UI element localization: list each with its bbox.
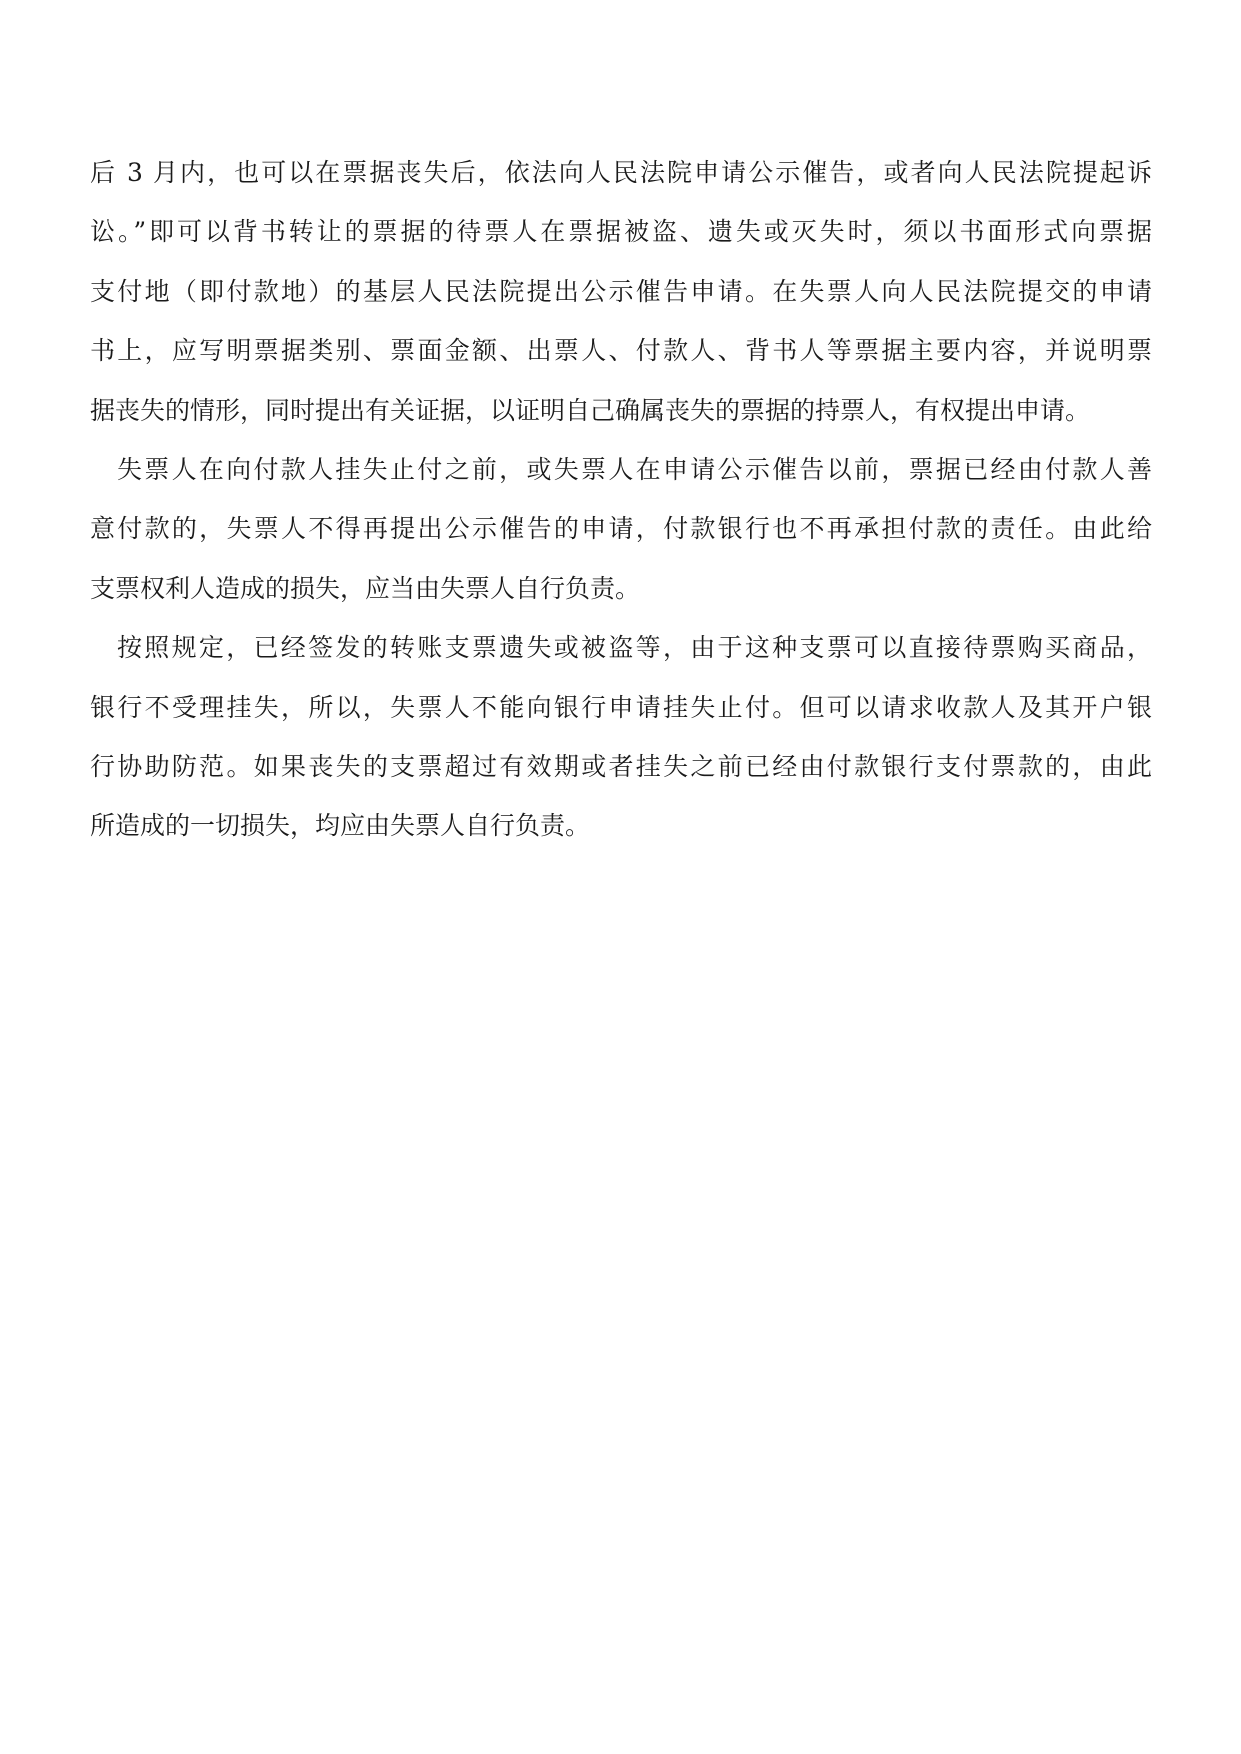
paragraph-line: 书上，应写明票据类别、票面金额、出票人、付款人、背书人等票据主要内容，并说明票 xyxy=(90,336,1152,366)
paragraph-line: 所造成的一切损失，均应由失票人自行负责。 xyxy=(90,811,591,841)
paragraph-line: 支付地（即付款地）的基层人民法院提出公示催告申请。在失票人向人民法院提交的申请 xyxy=(90,276,1152,306)
paragraph-2 xyxy=(90,455,1152,633)
paragraph-line: 行协助防范。如果丧失的支票超过有效期或者挂失之前已经由付款银行支付票款的，由此 xyxy=(90,751,1152,781)
paragraph-line: 银行不受理挂失，所以，失票人不能向银行申请挂失止付。但可以请求收款人及其开户银 xyxy=(90,692,1152,722)
paragraph-line: 支票权利人造成的损失，应当由失票人自行负责。 xyxy=(90,573,641,603)
paragraph-line: 按照规定，已经签发的转账支票遗失或被盗等，由于这种支票可以直接待票购买商品， xyxy=(117,633,1152,663)
paragraph-line: 讼。”即可以背书转让的票据的待票人在票据被盗、遗失或灭失时，须以书面形式向票据 xyxy=(90,217,1152,247)
paragraph-3 xyxy=(90,633,1152,871)
paragraph-line: 失票人在向付款人挂失止付之前，或失票人在申请公示催告以前，票据已经由付款人善 xyxy=(117,454,1152,484)
paragraph-line: 后 3 月内，也可以在票据丧失后，依法向人民法院申请公示催告，或者向人民法院提起诉 xyxy=(90,158,1152,187)
paragraph-line: 据丧失的情形，同时提出有关证据，以证明自己确属丧失的票据的持票人，有权提出申请。 xyxy=(90,395,1091,425)
paragraph-line: 意付款的，失票人不得再提出公示催告的申请，付款银行也不再承担付款的责任。由此给 xyxy=(90,514,1152,544)
document-body xyxy=(90,158,1152,871)
paragraph-1 xyxy=(90,158,1152,455)
